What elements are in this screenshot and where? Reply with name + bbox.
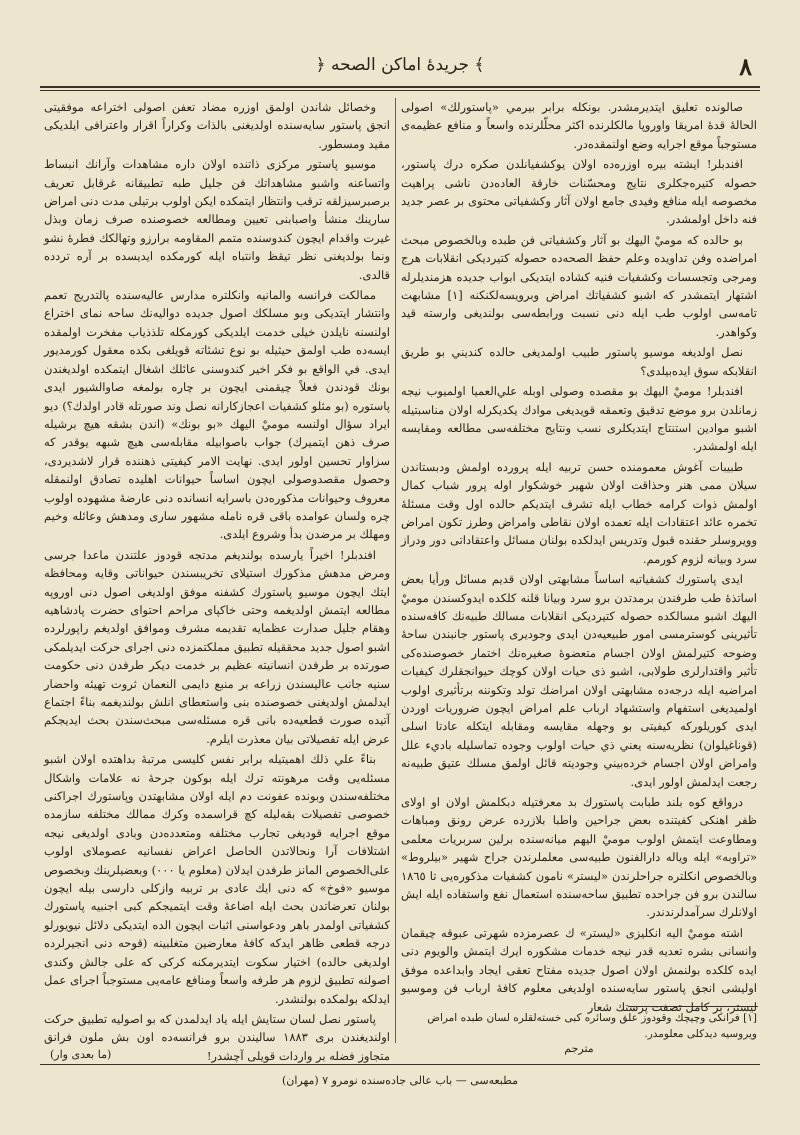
translator-label: مترجم [564,1042,594,1055]
paragraph: نصل اولديغه موسيو پاستور طبيب اولمديغى حالده كنديني بو طريق انقلابكه سوق ايده‌بيلدى؟ [401,345,757,378]
header-rule-thin [40,90,760,91]
footnote-rule [628,1006,758,1007]
paragraph: وخصائل شاندن اولمق اوزره مضاد تعفن اصولى اختراعه موفقيتى انجق پاستور سايه‌سنده اولديغنى بالذات وكراراً اقرار واعترافى ايلديكى مقيد ومسطور. [44,100,390,151]
paragraph: ايدى پاستورك كشفياتيه اساساً مشابهتى اولان قديم مسائل ورأيا بعض اساتذهٔ طب طرفندن برمدتدن برو سرد وبيانا قلنه كلكده ايدوكسندن موميْ اليهك اشبو مسالكده حصوله كتيرديكى انقلابات مسالك طبيه‌نك كافه‌سنده تأثيرينى كوسترمسى امور طبيعيه‌دن ايدى وجوديرى پاستور جانبندن ساحهٔ وضوحه كتيرلمش اولان اجسام متعضوهٔ صغيره‌نك اختمار خصوصنده‌كى تأثير واقتدارلرى طولابى، اشبو ذى حيات اولان كوچك حيوانجقلرك كيفيات امراضيه ايله درجه‌ده مشابهتى اولان امراضك تولد وتكوننه برتأثيرى اولوب اولميديغى استفهام واستشهاد ارباب علم امراض ايچون ضروريات اوردن ايدى كوريلوركه كيفيتى بو وجهله مقايسه ومقابله ايتكله عادتا اسلى (قوناغيلوان) نظريه‌سنه يعني ذي حيات اولوب وجوده تماسليله باديء علل وامراض اولان اجسام خرده‌بيني وجوديته قائل اولمق مسلك عتيق طبيه‌نه رجعت ايدلمش اولور ايدى. [401,572,757,789]
paragraph: ممالكت فرانسه والمانيه وانكلتره مدارس عاليه‌سنده پالتدريج تعمم وانتشار ايتديكى وبو مسلكك اصول جديده دواليه‌نك ساحه نماى اختراع اولنسنه نايلدن خيلى خدمت ايلديكى كورمكله تلذذياب مفخرت اولمقده ايسه‌ده طب اولمق حيثيله بو نوع تشئاته قويلغى بكده معقول كورمديور ايدى. في الواقع بو فكر اخير كندوسنى عائلك اشغال ايتمكده اولديغندن بونك قودندن فعلاً چيقمنى ايچون بر چاره بولمغه صاوالشيور ايدى پاستوره (بو مثلو كشفيات اعجازكارانه نصل وند صورتله قادر اولدك؟) ديو ايراد سؤال اولنسه موميْ اليهك «بو بونك» (اندن بشقه هيچ برشيله صرف ذهن ايتميرك) جواب باصوابيله مقابله‌سى هيچ شبهه يوقدر كه سزاوار تحسين اولور ايدى. نهايت الامر كيفيتى ذهننده قرار لاشديردى، وحصول مقصدوصولى ايچون اساساً حيوانات اهليده تصادق اولنمقله معروف وحيوانات مذكوره‌دن باسرايه انسانده دنى عارضهٔ مشهوده اولوب چره ولسان عوامده باقى قره نامله مشهور سارى ومدهش وعائله وخيم ومهلك بر مرضدن بدأ وشروع ايلدى. [44,288,390,542]
right-column [401,98,757,1043]
paragraph: افندبلر! موميْ اليهك بو مقصده وصولى اوبله علي‌العميا اولميوب نيجه زمانلدن برو موضع تدقيق وتعمقه قويديغى موادك يكديكرله اولان مناسبتيله اشبو موادين استنتاج ايتديكلرى نسب ونتايج مختلفه‌سى مطالعه ومقايسه ايله اولمشدر. [401,384,757,454]
paragraph: بو حالده كه موميْ اليهك بو آثار وكشفياتى فن طبده وبالخصوص مبحث امراضده وفن تداويده وعلم حفظ الصحه‌ده حصوله كتيرديكى انقلابات هرج ومرجى وتجسسات وكشفيات فنيه كشاده ايتديكى ابواب جديده هزمنديلرله اشتهار ايتمشدر كه اشبو كشفياتك امراض وبرويسه‌لكنكنه [١] مشابهت تامه‌سى اولوب طب ايله دنى نسبت ورابطه‌سى بولنديغى وارسته قيد وكواهدر. [401,232,758,339]
footer-rule [40,1064,760,1065]
paragraph: طبيبات آغوش معمومنده حسن تربيه ايله پرورده اولمش ودبستاندن سيلان ممى هنر وحذاقت اولان شهير خوشكوار اوله پرور شباب كمال اولمش ذوات كرامه خطاب ايله تشرف ايتديكم حالده اول وقت مسئلهٔ تخمره عائد اعتقادات ايله تعمده اولان نقاطى وامراض وطرز تكون امراض وويروسلر حقنده قبول وتدريس ايدلكده بولنان مسائل واعتقاداتى دور ودراز سرد وبيانه لزوم كورمم. [401,459,757,566]
page-number: ٨ [739,52,752,81]
printer-footer: (مهران) مطبعه‌سى — باب عالى جاده‌سنده نومرو ٧ [281,1074,519,1087]
paragraph: صالونده تعليق ايتديرمشدر. بونكله برابر بيرمي «پاستورلك» اصولى الحالهٔ قدهٔ امريقا واوروپا مالكلرنده اكثر محلّلرنده واسعاً و منافع عظيمه‌ى مستوجباً موقع اجرايه وضع اولنمقده‌در. [401,100,757,151]
paragraph: درواقع كوه بلند طبابت پاستورك بد معرفتيله دبكلمش اولان او اولاى ظفر اهنكى كفيتنده بعض جراحين واطبا بلازرده عرض رونق ومباهات ومطاوعت ايتمش اولوب موميْ اليهم ميانه‌سنده برلين سربريات معلمى «تراوبه» ايله وياله دارالفنون طبيه‌سى معلملرندن جراح شهير «بيلروط» وبالخصوص انكلتره جراحلرندن «ليستر» نامون كشفيات مذكوره‌يى تا ١٨٦٥ سالندن برو فن جراحده تطبيق ساحه‌سنده استعمال نفع واستفاده ايله ايش اولانلرك سرآمدلرندندر. [401,795,757,920]
footnote: [١] فرانكى وچيچك وقودوز علق وسائره كبى خسته‌لقلره لسان طبده امراض ويروسيه ديدكلى معلومدر. [427,1012,757,1040]
header-rule [40,86,760,88]
journal-title: ﴿ جريدهٔ اماكن الصحه ﴾ [315,55,485,75]
paragraph: افندبلر! ايشته بيره اوزره‌ده اولان يوكشفيانلدن صكره درك پاستور، حصوله كتيره‌جكلرى نتايج ومحسّنات خارقة العاده‌دن ناشى پراهيت مخصوصه ايله منافع وفيدى جامع اولان آثار وكشفياتى محتوى بر عصر جديد فنه داخل اولمشدر. [401,157,757,227]
paragraph: افندبلر! اخيراً يارسده بولنديغم مدتجه قودوز علتندن ماعدا جرسى ومرض مدهش مذكورك استيلاى تخريبسندن حيواناتى وقايه ومحافظه ايتك ايچون موسيو پاستورك كشفنه موفق اولديغى اصول دنى اوروپه مطالعه ايتمش اولديغمه وحتى خاكپاى مراحم احتواى حضرت پادشاهيه وهقام جليل صدارت عظمايه تقديمه مشرف وموافق اولديغم راپورلرده اشبو اصول جديد محققيله تطبيق مملكتمزده دنى اجراى حركت ايديلمكى صورتده بر طرفدن انسانيته عظيم بر خدمت ديكر طرفدن دنى حكومت سنيه جانب عاليسندن زراعه بر منبع دايمى النعمان ثروت تهيئه واحضار ايدلمش اولديغنى خصوصنده بنى واستعطاى انلش بولنديغمه بناءً اجتماع آتيده صورت قطعيه‌ده بانى قره مسئله‌سى مبحث‌سندن بحث ايديجكم عرض ايله تفصيلاتى بيان معذرت ايلرم. [44,547,390,746]
column-divider [395,98,396,1043]
paragraph: پاستور نصل لسان ستايش ايله ياد ايدلمدن كه بو اصوليه تطبيق حركت اولنديغندن برى ١٨٨٣ ساليندن برو فرانسه‌ده اون بش ملون فرانق متجاوز فضله بر واردات قويلى آچشدر! [44,1011,390,1063]
paragraph: بناءً علي ذلك اهميتيله برابر نفس كليسى مرتبهٔ بداهتده اولان اشبو مسئله‌يى وقت مرهونته ترك ايله بوكون جرحهٔ نه علامات واشكال مختلفه‌سندن وبونده عفونت دم ايله اولان مشابهتدن وپاستورك اجراكنى خصوصى تفصيلات بقه‌ليله كچ قراسمده وكرك ممالك مختلفه سازمده موقع اجرايه قوديغى تجارب مختلفه ومتعدده‌دن وبادى اولديغى نيجه اشتلافات آرا ونحالاتدن الحاصل اعراض نفسانيه عصوملاى اولوب على‌الخصوص المانز طرفدن ايدلان (معلوم يا ٠٠٠) وبعضيلرينك وبخصوص موسيو «فوخ» كه دنى ايك عادى بر تربيه وازكلى دارسى بيله ايچون بولنان تعرضاتدن بحث ايله اضاعهٔ وقت ايتميجكم كبى اجنبيه پاستورك كشفياتى اولمدر باهر ودعواسنى اثبات ايچون الده ايتديكى دلائل نيويورلو درجه قطعى ظاهر ايدكه كافهٔ معارضين متغلبينه (قوحه دنى انجيرلرده اولديغى حالده) اختيار سكوت ايتديرمكنه كركى كه على جالش وكندى اصولنه تطبيق لزوم هر طرفه واسعاً ومنافع عامه‌يى مستوجباً اجراى عمل ايدلكه بولمكده بولنشدر. [44,752,390,1006]
paragraph: اشته موميْ اليه انكليزى «ليستر» ك عصرمزده شهرتى عبوقه چيقمان وانسانى بشره تعديه قدر نيجه خدمات مشكوره ايرك ايتمش والويوم دنى ايده كلكده بولنمش اولان اصول جديده مفتاح تعقى ايجاد وابداعده موفق اوليشى انجق پاستور سايه‌سنده اولديغى معلوم كافهٔ ارباب فن وموسيو ليستر، بر كامل تصفت پرستك شعار [401,925,757,1014]
page-header [40,50,760,80]
continued-label: (ما بعدى وار) [50,1048,112,1061]
paragraph: موسيو پاستور مركزى ذاتنده اولان داره مشاهدات وآرانك انبساط واتساعنه واشبو مشاهداتك فن جليل طبه تطبيقانه غرقابل تعريف برصبرسيزلقه ترقب وانتظار ايتمكده ايكن اولوب برتيلى مدت دنى امراض سارينك منشأ واصبابنى تعيين ومطالعه خصوصنده صرف زمان وبذل غيرت واقدام ايچون كندوسنده متمم المقاومه برارزو وتهالكك فطرهٔ نشو ونما بولديغنى نظر تيقظ وانتباه ايله كورمكده ايديسده بر آره تردده قالدى. [44,157,390,282]
